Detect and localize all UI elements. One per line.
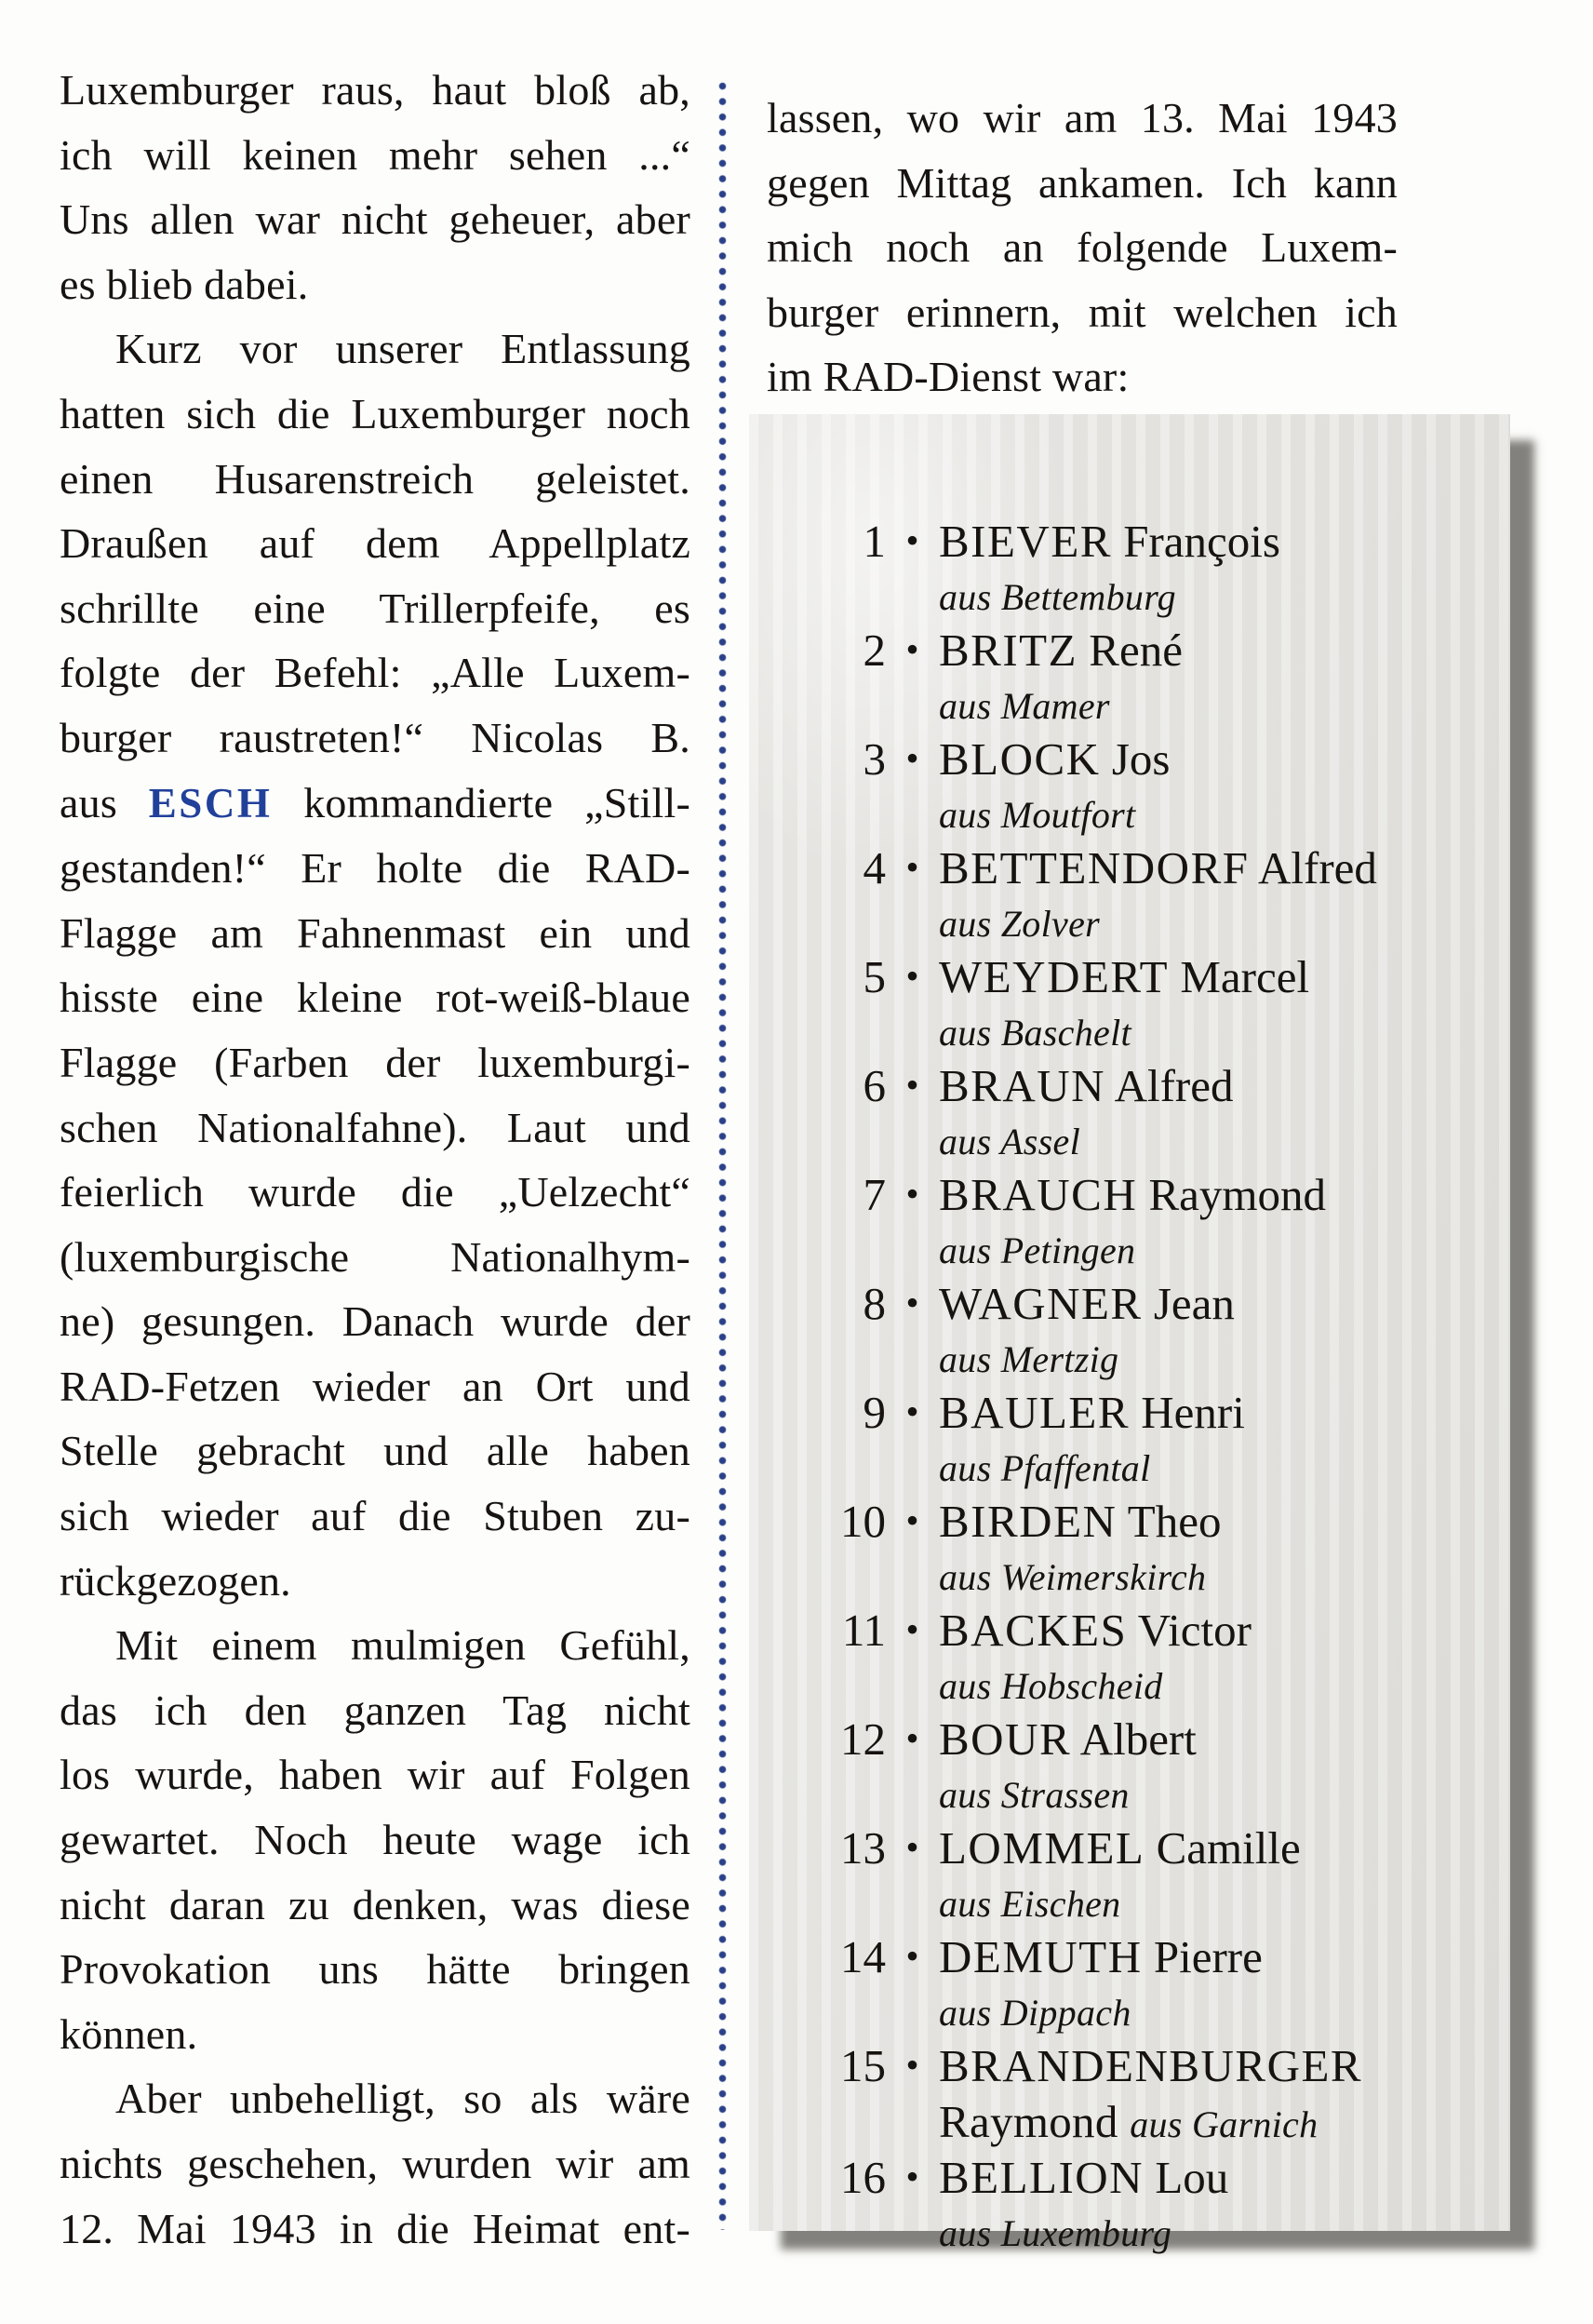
roster-item-origin-line — [939, 1771, 1510, 1820]
roster-item-name-line — [749, 1928, 1510, 1989]
roster-item-origin: aus Baschelt — [939, 1012, 1131, 1054]
roster-item-origin-line — [939, 1880, 1510, 1928]
roster-item-surname: BETTENDORF — [939, 842, 1250, 893]
roster-item-origin-line — [939, 1227, 1510, 1275]
bullet-dot-icon: • — [905, 1608, 919, 1650]
roster-item-origin: aus Bettemburg — [939, 576, 1176, 618]
body-text-line: gegen Mittag ankamen. Ich kann — [767, 158, 1398, 207]
roster-item-surname: WAGNER — [939, 1278, 1143, 1329]
roster-item-origin-line — [939, 1662, 1510, 1711]
body-text-line: Flagge (Farben der luxemburgi- — [60, 1038, 690, 1086]
roster-item — [749, 513, 1510, 622]
roster-item-name — [939, 1166, 1326, 1224]
body-text-line: Aber unbehelligt, so als wäre — [115, 2075, 690, 2123]
roster-item-number: 8 — [863, 1278, 886, 1329]
roster-item-surname: BIEVER — [939, 516, 1112, 567]
roster-item-origin-line — [939, 791, 1510, 840]
roster-item-name — [939, 2149, 1228, 2207]
roster-item-given-name: Pierre — [1153, 1931, 1263, 1982]
body-text-line: das ich den ganzen Tag nicht — [60, 1686, 690, 1734]
roster-item-origin: aus Pfaffental — [939, 1447, 1151, 1489]
roster-item-name — [939, 948, 1309, 1006]
body-text-line: mich noch an folgende Luxem- — [767, 223, 1398, 272]
roster-item — [749, 1820, 1510, 1928]
roster-item — [749, 1166, 1510, 1275]
roster-item-name-line — [749, 1602, 1510, 1662]
roster-item-given-name: Alfred — [1114, 1060, 1234, 1111]
body-text-line: nichts geschehen, wurden wir am — [60, 2140, 690, 2187]
roster-item-name-line — [749, 2037, 1510, 2098]
roster-item-surname: BRITZ — [939, 625, 1078, 676]
roster-item-given-name: Raymond — [939, 2096, 1131, 2147]
body-text-line: hisste eine kleine rot-weiß-blaue — [60, 974, 690, 1022]
roster-item-origin: aus Assel — [939, 1121, 1080, 1162]
roster-item — [749, 622, 1510, 731]
roster-item-number: 12 — [840, 1713, 886, 1765]
roster-item-origin-line — [939, 1118, 1510, 1166]
body-text-line: nicht daran zu denken, was diese — [60, 1880, 690, 1928]
bullet-dot-icon: • — [905, 2156, 919, 2197]
body-text-line: Stelle gebracht und alle haben — [60, 1427, 690, 1475]
roster-item-name-line — [749, 1820, 1510, 1880]
roster-item-origin: aus Moutfort — [939, 794, 1136, 836]
roster-item-given-name: Jos — [1111, 733, 1171, 785]
roster-item-given-name: Alfred — [1258, 842, 1377, 893]
roster-item-origin-line — [939, 682, 1510, 731]
bullet-dot-icon: • — [905, 1935, 919, 1977]
roster-item-name-line — [749, 1275, 1510, 1336]
rad-roster-box — [749, 414, 1510, 2254]
left-text-column — [60, 58, 690, 2261]
roster-item-name-line — [749, 1493, 1510, 1553]
roster-item-number: 5 — [863, 951, 886, 1002]
roster-item-number: 11 — [841, 1605, 886, 1656]
roster-item-given-name: Victor — [1137, 1605, 1252, 1656]
roster-item-origin: aus Dippach — [939, 1992, 1131, 2034]
roster-item-given-name: Camille — [1156, 1822, 1301, 1874]
body-text-line: Draußen auf dem Appellplatz — [60, 519, 690, 568]
roster-item-name-line — [749, 948, 1510, 1009]
roster-item-origin: aus Zolver — [939, 903, 1100, 945]
roster-item — [749, 2149, 1510, 2258]
roster-item-origin: aus Mamer — [939, 685, 1110, 727]
body-text-line: Kurz vor unserer Entlassung — [115, 325, 690, 373]
body-text-line: gewartet. Noch heute wage ich — [60, 1816, 690, 1864]
roster-item-name-line — [749, 2149, 1510, 2210]
right-intro-paragraph — [767, 86, 1398, 410]
roster-item-name — [939, 622, 1183, 679]
roster-item — [749, 948, 1510, 1057]
body-text-line: Provokation uns hätte bringen — [60, 1945, 690, 1994]
roster-item-origin-line — [939, 2098, 1510, 2149]
roster-item-name-line — [749, 1384, 1510, 1444]
roster-item-name-line — [749, 840, 1510, 900]
roster-item-number: 14 — [840, 1931, 886, 1982]
roster-item-origin-line — [939, 1989, 1510, 2037]
roster-item — [749, 1275, 1510, 1384]
bullet-dot-icon: • — [905, 1064, 919, 1106]
bullet-dot-icon: • — [905, 628, 919, 670]
roster-item-number: 3 — [863, 733, 886, 785]
roster-item-name — [939, 1384, 1245, 1442]
body-text-line: 12. Mai 1943 in die Heimat ent- — [60, 2204, 690, 2252]
roster-item-surname: BLOCK — [939, 733, 1101, 785]
bullet-dot-icon: • — [905, 1499, 919, 1541]
roster-item-name — [939, 2037, 1362, 2095]
roster-item-given-name: Henri — [1141, 1387, 1245, 1438]
roster-item — [749, 1384, 1510, 1493]
roster-item-given-name: Lou — [1155, 2152, 1229, 2203]
roster-item-origin-line — [939, 1336, 1510, 1384]
bullet-dot-icon: • — [905, 1717, 919, 1759]
body-text-line: sich wieder auf die Stuben zu- — [60, 1492, 690, 1540]
roster-item-number: 7 — [863, 1169, 886, 1220]
roster-item-surname: BRANDENBURGER — [939, 2040, 1363, 2091]
body-text-line: los wurde, haben wir auf Folgen — [60, 1751, 690, 1799]
roster-item — [749, 1057, 1510, 1166]
body-text-line: burger raustreten!“ Nicolas B. — [60, 713, 690, 761]
roster-item-name-line — [749, 1166, 1510, 1227]
roster-item-origin: aus Strassen — [939, 1774, 1130, 1816]
body-text-line: rückgezogen. — [60, 1556, 291, 1605]
body-text-line: können. — [60, 2009, 198, 2058]
roster-item-name-line — [749, 731, 1510, 791]
roster-item — [749, 1493, 1510, 1602]
body-text-line: einen Husarenstreich geleistet. — [60, 454, 690, 503]
body-text-line: aus ESCH kommandierte „Still- — [60, 778, 690, 826]
bullet-dot-icon: • — [905, 519, 919, 561]
body-text-line: Luxemburger raus, haut bloß ab, — [60, 66, 690, 114]
roster-item-given-name: Raymond — [1148, 1169, 1327, 1220]
column-divider-dotted-rule — [718, 82, 727, 2230]
roster-item-origin-line — [939, 1553, 1510, 1602]
bullet-dot-icon: • — [905, 955, 919, 997]
roster-item-surname: LOMMEL — [939, 1822, 1145, 1874]
roster-item-name — [939, 1493, 1221, 1551]
roster-item-origin-line — [939, 2210, 1510, 2258]
body-text-line: schrillte eine Trillerpfeife, es — [60, 584, 690, 632]
roster-item-number: 15 — [840, 2040, 886, 2091]
roster-item-name-line — [749, 1711, 1510, 1771]
roster-item-surname: BELLION — [939, 2152, 1145, 2203]
roster-item-surname: BAULER — [939, 1387, 1130, 1438]
roster-item-origin: aus Weimerskirch — [939, 1556, 1207, 1598]
roster-item-name — [939, 1820, 1301, 1877]
body-text-line: feierlich wurde die „Uelzecht“ — [60, 1168, 690, 1216]
body-text-line: es blieb dabei. — [60, 260, 309, 308]
roster-item-given-name: Jean — [1153, 1278, 1235, 1329]
roster-item-name-line — [749, 1057, 1510, 1118]
roster-item-origin: aus Hobscheid — [939, 1665, 1163, 1707]
roster-item-given-name: Marcel — [1180, 951, 1310, 1002]
body-text-line: RAD-Fetzen wieder an Ort und — [60, 1362, 690, 1410]
highlighted-place-name: ESCH — [148, 779, 273, 826]
bullet-dot-icon: • — [905, 1173, 919, 1215]
roster-item-name — [939, 1928, 1263, 1986]
body-text-line: Flagge am Fahnenmast ein und — [60, 908, 690, 957]
roster-item-surname: BRAUN — [939, 1060, 1106, 1111]
roster-item — [749, 731, 1510, 840]
roster-item — [749, 2037, 1510, 2149]
roster-item-surname: BOUR — [939, 1713, 1072, 1765]
body-text-line: burger erinnern, mit welchen ich — [767, 288, 1398, 336]
roster-item-origin: aus Eischen — [939, 1883, 1121, 1925]
roster-item-surname: DEMUTH — [939, 1931, 1143, 1982]
roster-item-number: 1 — [863, 516, 886, 567]
bullet-dot-icon: • — [905, 737, 919, 779]
body-text-line: folgte der Befehl: „Alle Luxem- — [60, 649, 690, 697]
roster-item-origin-line — [939, 1444, 1510, 1493]
roster-item-name-line — [749, 513, 1510, 573]
roster-item-number: 6 — [863, 1060, 886, 1111]
body-text-line: (luxemburgische Nationalhym- — [60, 1232, 690, 1281]
roster-item-number: 4 — [863, 842, 886, 893]
body-text-line: hatten sich die Luxemburger noch — [60, 389, 690, 437]
roster-item-number: 16 — [840, 2152, 886, 2203]
roster-item-name — [939, 513, 1280, 571]
bullet-dot-icon: • — [905, 1282, 919, 1323]
roster-item — [749, 840, 1510, 948]
roster-item-number: 9 — [863, 1387, 886, 1438]
roster-item-name — [939, 1057, 1233, 1115]
roster-item-origin: aus Luxemburg — [939, 2212, 1172, 2254]
roster-item-number: 10 — [840, 1496, 886, 1547]
body-text-line: lassen, wo wir am 13. Mai 1943 — [767, 94, 1398, 141]
bullet-dot-icon: • — [905, 1390, 919, 1432]
body-text-line: gestanden!“ Er holte die RAD- — [60, 844, 690, 893]
body-text-line: Uns allen war nicht geheuer, aber — [60, 195, 690, 244]
roster-item-origin: aus Garnich — [1130, 2103, 1319, 2145]
body-text-line: ich will keinen mehr sehen ...“ — [60, 130, 690, 179]
roster-item-name-line — [749, 622, 1510, 682]
roster-item — [749, 1711, 1510, 1820]
bullet-dot-icon: • — [905, 2044, 919, 2086]
body-text-line: ne) gesungen. Danach wurde der — [60, 1297, 690, 1346]
roster-item-surname: WEYDERT — [939, 951, 1170, 1002]
roster-item-origin-line — [939, 900, 1510, 948]
rad-roster-list — [749, 414, 1510, 2258]
roster-item-name — [939, 1711, 1197, 1768]
roster-item-given-name: Theo — [1127, 1496, 1222, 1547]
roster-item-name — [939, 731, 1170, 788]
roster-item-number: 2 — [863, 625, 886, 676]
roster-item-given-name: François — [1123, 516, 1280, 567]
roster-item-surname: BACKES — [939, 1605, 1128, 1656]
roster-item-name — [939, 1602, 1252, 1659]
bullet-dot-icon: • — [905, 1826, 919, 1868]
roster-item-origin: aus Mertzig — [939, 1338, 1119, 1380]
roster-item — [749, 1602, 1510, 1711]
roster-item-name — [939, 840, 1377, 897]
bullet-dot-icon: • — [905, 846, 919, 888]
roster-item-surname: BIRDEN — [939, 1496, 1118, 1547]
body-text-line: Mit einem mulmigen Gefühl, — [115, 1621, 690, 1670]
roster-item-surname: BRAUCH — [939, 1169, 1138, 1220]
roster-item-given-name: René — [1089, 625, 1183, 676]
roster-item-origin-line — [939, 573, 1510, 622]
roster-item-name — [939, 1275, 1235, 1333]
body-text-line: schen Nationalfahne). Laut und — [60, 1103, 690, 1151]
body-text-line: im RAD-Dienst war: — [767, 353, 1130, 401]
roster-item-given-name: Albert — [1079, 1713, 1197, 1765]
roster-item — [749, 1928, 1510, 2037]
roster-item-number: 13 — [840, 1822, 886, 1874]
roster-item-origin: aus Petingen — [939, 1229, 1136, 1271]
roster-item-origin-line — [939, 1009, 1510, 1057]
